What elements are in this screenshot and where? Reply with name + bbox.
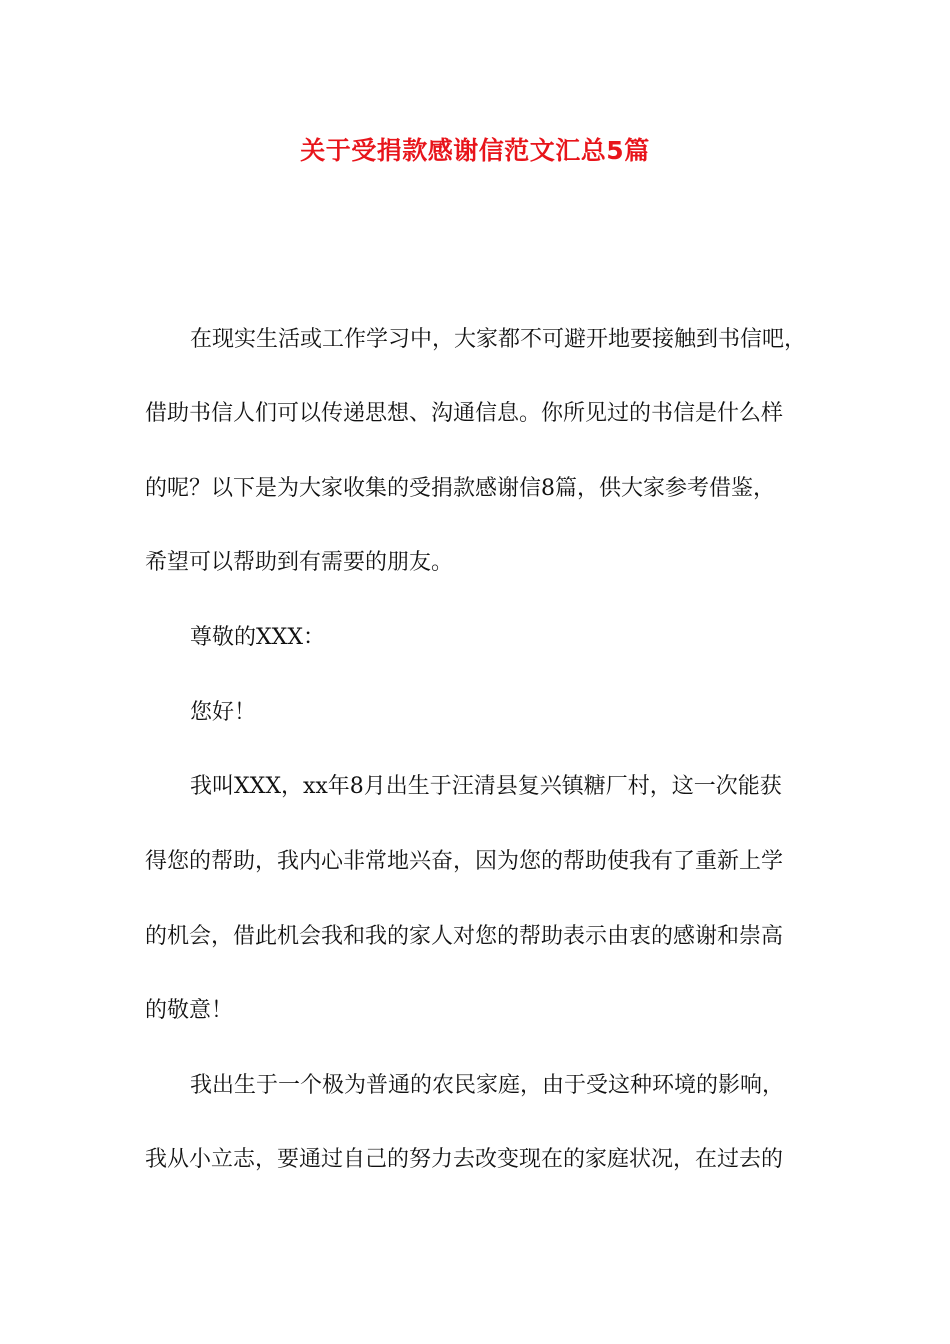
paragraph-line: 得您的帮助，我内心非常地兴奋，因为您的帮助使我有了重新上学	[145, 849, 784, 874]
paragraph-line: 在现实生活或工作学习中，大家都不可避开地要接触到书信吧，	[190, 327, 807, 352]
paragraph-line: 借助书信人们可以传递思想、沟通信息。你所见过的书信是什么样	[145, 401, 784, 426]
greeting-line: 您好！	[190, 700, 257, 725]
salutation-line: 尊敬的XXX：	[190, 625, 325, 650]
paragraph-line: 的机会，借此机会我和我的家人对您的帮助表示由衷的感谢和崇高	[145, 924, 784, 949]
paragraph-line: 我从小立志，要通过自己的努力去改变现在的家庭状况，在过去的	[145, 1147, 784, 1172]
paragraph-line: 我出生于一个极为普通的农民家庭，由于受这种环境的影响，	[190, 1073, 785, 1098]
document-title: 关于受捐款感谢信范文汇总5篇	[300, 136, 650, 165]
paragraph-line: 的呢？以下是为大家收集的受捐款感谢信8篇，供大家参考借鉴，	[145, 476, 775, 501]
paragraph-line: 的敬意！	[145, 998, 234, 1023]
paragraph-line: 希望可以帮助到有需要的朋友。	[145, 550, 454, 575]
paragraph-line: 我叫XXX，xx年8月出生于汪清县复兴镇糖厂村，这一次能获	[190, 774, 782, 799]
